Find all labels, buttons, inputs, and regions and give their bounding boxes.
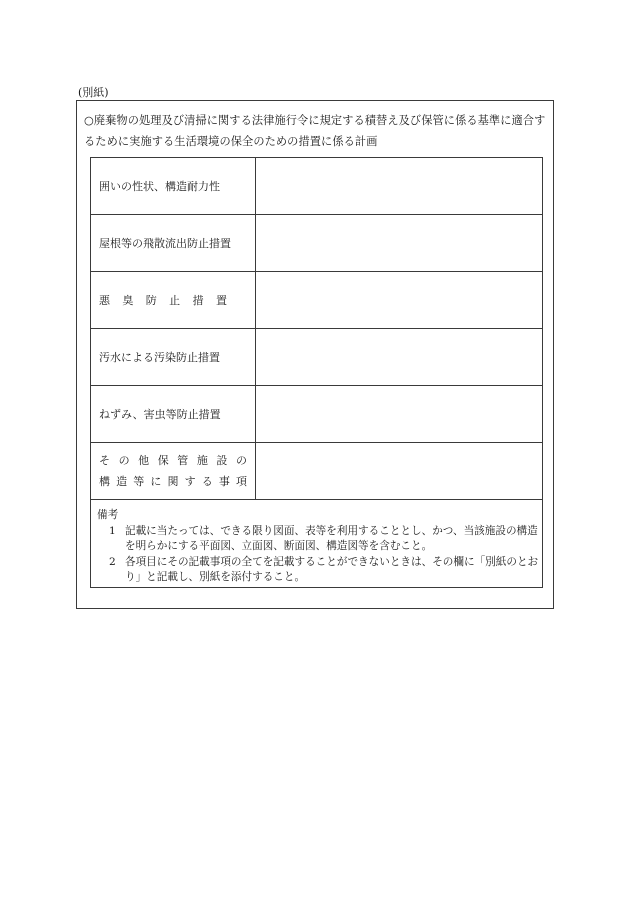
note-number: 1 xyxy=(109,524,116,537)
row-label-odor-prevention xyxy=(91,272,256,329)
label-char: 防 xyxy=(145,294,157,307)
label-char: 保 xyxy=(157,454,169,467)
row-label-pest-prevention: ねずみ、害虫等防止措置 xyxy=(91,386,256,443)
remarks-title: 備考 xyxy=(97,509,119,521)
row-value-scatter-prevention[interactable] xyxy=(256,215,543,272)
remarks-note xyxy=(97,524,539,555)
label-char: 措 xyxy=(192,294,204,307)
table-row xyxy=(91,158,543,215)
attachment-label: (別紙) xyxy=(78,86,109,99)
row-label-other-structure xyxy=(91,443,256,500)
remarks-section xyxy=(97,508,539,586)
measures-table xyxy=(90,157,543,500)
label-char: 管 xyxy=(177,454,189,467)
row-value-other-structure[interactable] xyxy=(256,443,543,500)
row-value-wastewater-prevention[interactable] xyxy=(256,329,543,386)
label-char: す xyxy=(184,475,196,488)
label-char: 関 xyxy=(167,475,179,488)
row-label-enclosure: 囲いの性状、構造耐力性 xyxy=(91,158,256,215)
row-value-enclosure[interactable] xyxy=(256,158,543,215)
label-char: 構 xyxy=(99,475,110,488)
form-heading: ○廃棄物の処理及び清掃に関する法律施行令に規定する積替え及び保管に係る基準に適合するために実施する生活環境の保全のための措置に係る計画 xyxy=(84,114,546,148)
table-row xyxy=(91,215,543,272)
row-label-scatter-prevention: 屋根等の飛散流出防止措置 xyxy=(91,215,256,272)
label-char: 臭 xyxy=(122,294,134,307)
label-char: 設 xyxy=(216,454,228,467)
label-char: 止 xyxy=(169,294,181,307)
label-char: 他 xyxy=(138,454,150,467)
label-char: に xyxy=(150,475,162,488)
label-char: る xyxy=(201,475,213,488)
label-char: 置 xyxy=(215,294,227,307)
table-row xyxy=(91,443,543,500)
table-row xyxy=(91,329,543,386)
row-label-wastewater-prevention: 汚水による汚染防止措置 xyxy=(91,329,256,386)
label-char: 等 xyxy=(133,475,145,488)
table-row xyxy=(91,386,543,443)
note-number: 2 xyxy=(109,555,116,568)
remarks-note xyxy=(97,555,539,586)
note-text: 記載に当たっては、できる限り図面、表等を利用することとし、かつ、当該施設の構造を明らかにする平面図、立面図、断面図、構造図等を含むこと。 xyxy=(125,524,538,552)
label-char: の xyxy=(235,454,247,467)
label-line xyxy=(99,471,255,492)
label-line xyxy=(99,450,255,471)
label-char: 造 xyxy=(116,475,128,488)
label-char: 事 xyxy=(218,475,230,488)
table-row xyxy=(91,272,543,329)
label-char: 項 xyxy=(236,475,247,488)
label-char: 施 xyxy=(196,454,208,467)
label-char: 悪 xyxy=(99,294,110,307)
label-char: の xyxy=(118,454,130,467)
label-char: そ xyxy=(99,454,110,467)
row-value-odor-prevention[interactable] xyxy=(256,272,543,329)
note-text: 各項目にその記載事項の全てを記載することができないときは、その欄に「別紙のとおり」と記載し、別紙を添付すること。 xyxy=(125,555,539,583)
row-value-pest-prevention[interactable] xyxy=(256,386,543,443)
